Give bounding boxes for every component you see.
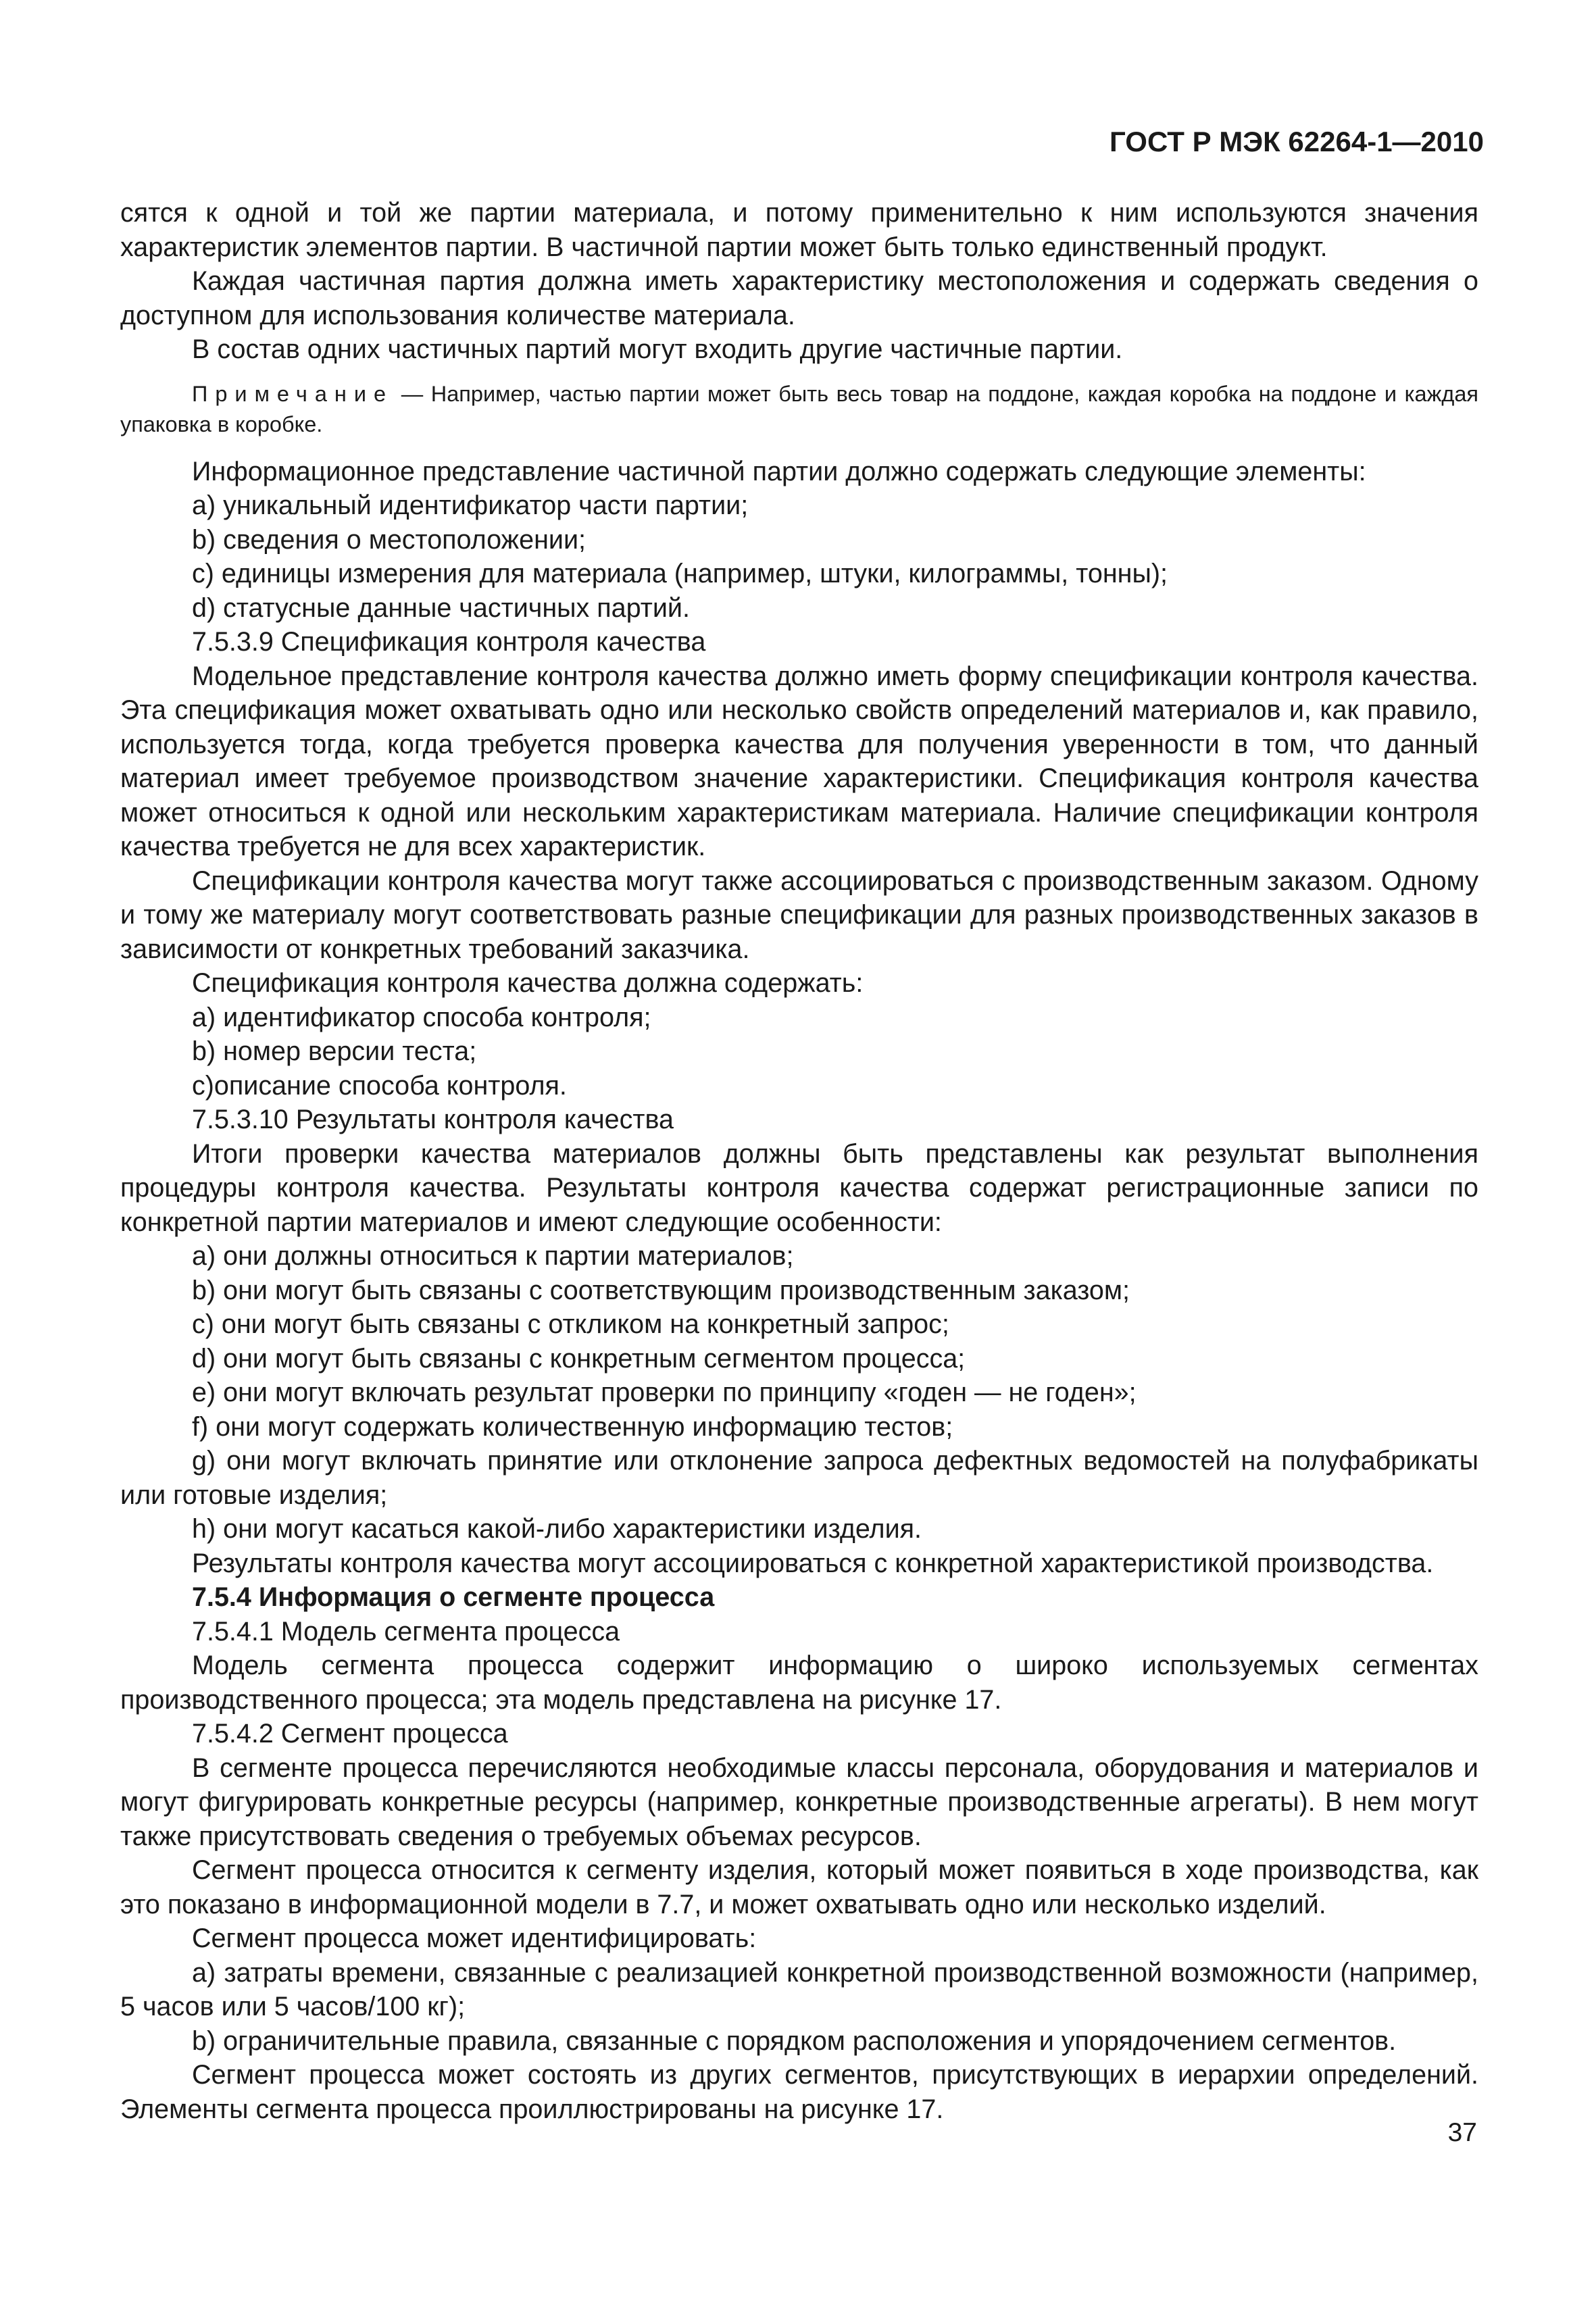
paragraph: Информационное представление частичной партии должно содержать следующие элементы: — [192, 456, 1366, 486]
paragraph: Каждая частичная партия должна иметь характеристику местоположения и содержать сведения о доступном для использования количестве материала. — [120, 266, 1478, 330]
list-item: e) они могут включать результат проверки по принципу «годен — не годен»; — [192, 1378, 1137, 1407]
paragraph: Модельное представление контроля качества должно иметь форму спецификации контроля качества. Эта спецификация может охватывать одно или несколько свойств определений материалов и, как правило, используется тогда, когда требуется проверка качества для получения уверенности в том, что данный материал имеет требуемое производством значение характеристики. Спецификация контроля качества может относиться к одной или нескольким характеристикам материала. Наличие спецификации контроля качества требуется не для всех характеристик. — [120, 661, 1478, 861]
note-dash: — — [393, 381, 431, 406]
list-item: a) идентификатор способа контроля; — [192, 1002, 651, 1032]
paragraph: В состав одних частичных партий могут входить другие частичные партии. — [192, 334, 1123, 364]
list-item: c)описание способа контроля. — [192, 1070, 567, 1101]
paragraph: сятся к одной и той же партии материала, и потому применительно к ним используются значения характеристик элементов партии. В частичной партии может быть только единственный продукт. — [120, 198, 1478, 262]
paragraph: Сегмент процесса относится к сегменту изделия, который может появиться в ходе производства, как это показано в информационной модели в 7.7, и может охватывать одно или несколько изделий. — [120, 1855, 1478, 1919]
list-item: d) они могут быть связаны с конкретным сегментом процесса; — [192, 1343, 966, 1374]
section-heading: 7.5.3.9 Спецификация контроля качества — [192, 627, 706, 657]
page-number: 37 — [1447, 2118, 1477, 2147]
list-item: b) они могут быть связаны с соответствующим производственным заказом; — [192, 1275, 1130, 1305]
section-heading: 7.5.4.1 Модель сегмента процесса — [192, 1616, 620, 1646]
list-item: d) статусные данные частичных партий. — [192, 593, 690, 623]
list-item: a) они должны относиться к партии материалов; — [192, 1241, 794, 1271]
paragraph: Итоги проверки качества материалов должны быть представлены как результат выполнения процедуры контроля качества. Результаты контроля качества содержат регистрационные записи по конкретной партии материалов и имеют следующие особенности: — [120, 1138, 1478, 1237]
paragraph: Спецификация контроля качества должна содержать: — [192, 968, 864, 998]
section-heading: 7.5.3.10 Результаты контроля качества — [192, 1105, 674, 1134]
section-heading: 7.5.4.2 Сегмент процесса — [192, 1719, 508, 1749]
list-item: c) они могут быть связаны с откликом на конкретный запрос; — [192, 1309, 949, 1339]
paragraph: Сегмент процесса может состоять из других сегментов, присутствующих в иерархии определений. Элементы сегмента процесса проиллюстрированы на рисунке 17. — [120, 2060, 1478, 2124]
list-item: b) ограничительные правила, связанные с порядком расположения и упорядочением сегментов. — [192, 2026, 1397, 2056]
body-text — [120, 196, 1478, 2126]
document-header: ГОСТ Р МЭК 62264-1—2010 — [1109, 126, 1484, 157]
section-heading-bold: 7.5.4 Информация о сегменте процесса — [192, 1582, 715, 1612]
list-item: c) единицы измерения для материала (например, штуки, килограммы, тонны); — [192, 559, 1168, 588]
list-item: h) они могут касаться какой-либо характеристики изделия. — [192, 1514, 922, 1544]
paragraph: Модель сегмента процесса содержит информацию о широко используемых сегментах производственного процесса; эта модель представлена на рисунке 17. — [120, 1651, 1478, 1715]
paragraph: Сегмент процесса может идентифицировать: — [192, 1923, 757, 1953]
list-item: g) они могут включать принятие или отклонение запроса дефектных ведомостей на полуфабрикаты или готовые изделия; — [120, 1446, 1478, 1510]
note-text: Например, частью партии может быть весь товар на поддоне, каждая коробка на поддоне и каждая упаковка в коробке. — [120, 381, 1478, 436]
list-item: a) уникальный идентификатор части партии; — [192, 491, 749, 520]
list-item: b) номер версии теста; — [192, 1036, 477, 1066]
note — [120, 379, 1478, 440]
list-item: b) сведения о местоположении; — [192, 524, 586, 555]
list-item: a) затраты времени, связанные с реализацией конкретной производственной возможности (например, 5 часов или 5 часов/100 кг); — [120, 1957, 1478, 2021]
note-label: Примечание — [192, 381, 394, 406]
paragraph: Результаты контроля качества могут ассоциироваться с конкретной характеристикой производства. — [192, 1548, 1434, 1578]
paragraph: Спецификации контроля качества могут также ассоциироваться с производственным заказом. Одному и тому же материалу могут соответствовать разные спецификации для разных производственных заказов в зависимости от конкретных требований заказчика. — [120, 865, 1478, 964]
paragraph: В сегменте процесса перечисляются необходимые классы персонала, оборудования и материалов и могут фигурировать конкретные ресурсы (например, конкретные производственные агрегаты). В нем могут также присутствовать сведения о требуемых объемах ресурсов. — [120, 1753, 1478, 1851]
list-item: f) они могут содержать количественную информацию тестов; — [192, 1411, 953, 1442]
